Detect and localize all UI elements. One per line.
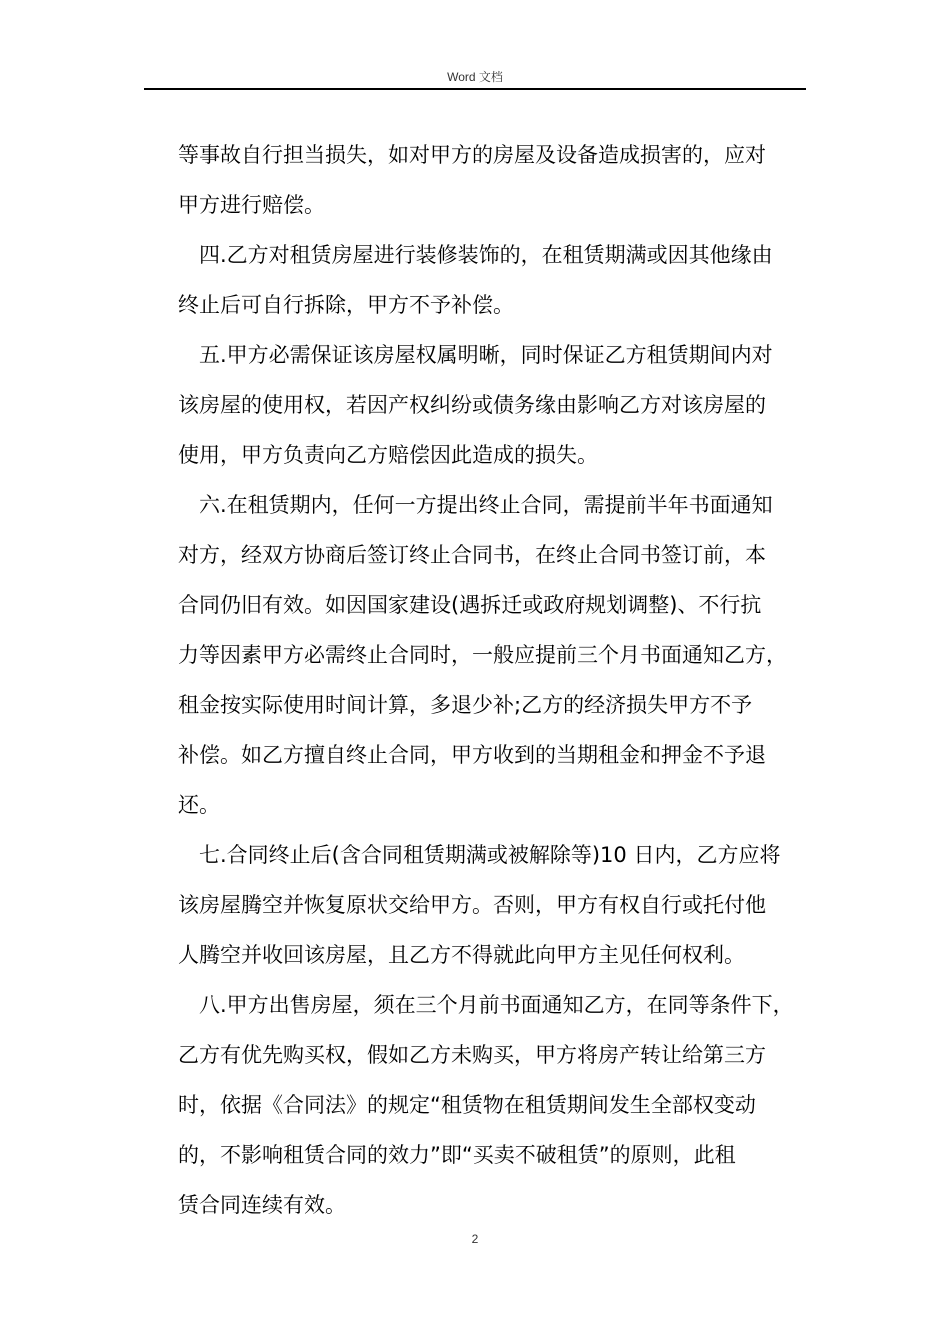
header-title: Word 文档 [447, 70, 503, 84]
clause-4-line: 四.乙方对租赁房屋进行装修装饰的，在租赁期满或因其他缘由 [199, 243, 773, 267]
page-number: 2 [471, 1232, 479, 1246]
text-line: 甲方进行赔偿。 [178, 193, 325, 217]
clause-7-line: 七.合同终止后(含合同租赁期满或被解除等)10 日内，乙方应将 [199, 843, 781, 867]
document-body [178, 130, 808, 1230]
text-line: 还。 [178, 793, 220, 817]
text-line: 赁合同连续有效。 [178, 1193, 346, 1217]
text-line: 乙方有优先购买权，假如乙方未购买，甲方将房产转让给第三方 [178, 1043, 766, 1067]
text-line: 人腾空并收回该房屋，且乙方不得就此向甲方主见任何权利。 [178, 943, 745, 967]
text-line: 该房屋的使用权，若因产权纠纷或债务缘由影响乙方对该房屋的 [178, 393, 766, 417]
text-line: 租金按实际使用时间计算，多退少补;乙方的经济损失甲方不予 [178, 693, 753, 717]
text-line: 使用，甲方负责向乙方赔偿因此造成的损失。 [178, 443, 598, 467]
text-line: 力等因素甲方必需终止合同时，一般应提前三个月书面通知乙方， [178, 643, 787, 667]
clause-8-line: 八.甲方出售房屋，须在三个月前书面通知乙方，在同等条件下， [199, 993, 794, 1017]
text-line: 等事故自行担当损失，如对甲方的房屋及设备造成损害的，应对 [178, 143, 766, 167]
text-line: 的，不影响租赁合同的效力”即“买卖不破租赁”的原则，此租 [178, 1143, 736, 1167]
text-line: 对方，经双方协商后签订终止合同书，在终止合同书签订前，本 [178, 543, 766, 567]
text-line: 终止后可自行拆除，甲方不予补偿。 [178, 293, 514, 317]
clause-5-line: 五.甲方必需保证该房屋权属明晰，同时保证乙方租赁期间内对 [199, 343, 773, 367]
clause-6-line: 六.在租赁期内，任何一方提出终止合同，需提前半年书面通知 [199, 493, 773, 517]
page-header [144, 66, 806, 90]
text-line: 补偿。如乙方擅自终止合同，甲方收到的当期租金和押金不予退 [178, 743, 766, 767]
text-line: 时，依据《合同法》的规定“租赁物在租赁期间发生全部权变动 [178, 1093, 756, 1117]
text-line: 该房屋腾空并恢复原状交给甲方。否则，甲方有权自行或托付他 [178, 893, 766, 917]
text-line: 合同仍旧有效。如因国家建设(遇拆迁或政府规划调整)、不行抗 [178, 593, 762, 617]
